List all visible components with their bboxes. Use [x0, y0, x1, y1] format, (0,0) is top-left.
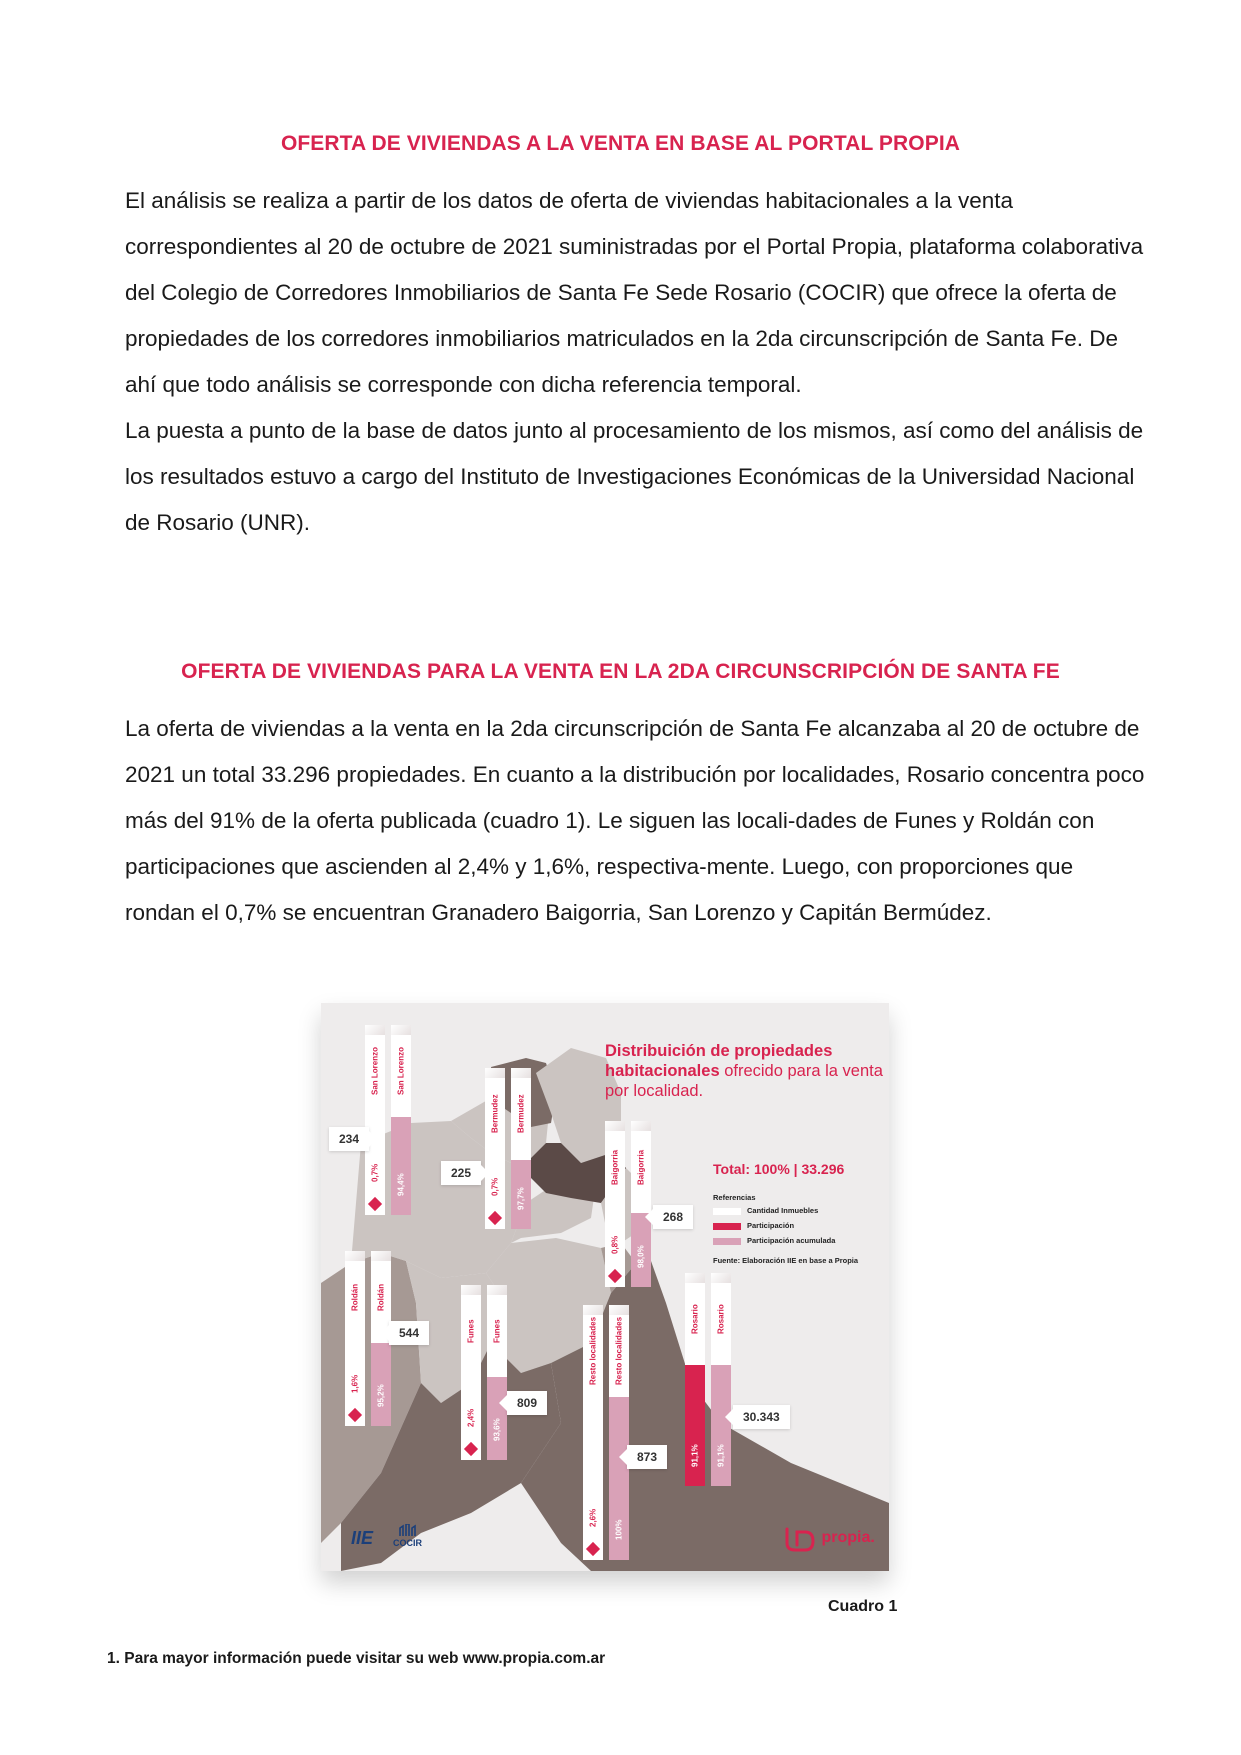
legend-label: Participación: [747, 1221, 795, 1230]
accumulated-label: 97,7%: [516, 1187, 526, 1211]
infographic-figure: [321, 1003, 889, 1571]
figure-caption: Cuadro 1: [828, 1598, 898, 1615]
participation-label: 0,8%: [610, 1235, 620, 1255]
iie-logo: IIE: [351, 1528, 374, 1548]
legend: [713, 1193, 835, 1251]
paragraph: El análisis se realiza a partir de los datos de oferta de viviendas habitacionales a la venta correspondientes al 20 de octubre de 2021 suministradas por el Portal Propia, plataforma colaborativa del Colegio de Corredores Inmobiliarios de Santa Fe Sede Rosario (COCIR) que ofrece la oferta de propiedades de los corredores inmobiliarios matriculados en la 2da circunscripción de Santa Fe. De ahí que todo análisis se corresponde con dicha referencia temporal.: [125, 188, 1144, 397]
accumulated-bar: [511, 1078, 531, 1229]
figure-source: Fuente: Elaboración IIE en base a Propia: [713, 1256, 859, 1265]
participation-label: 91,1%: [690, 1444, 700, 1468]
bar-label: Funes: [466, 1319, 476, 1343]
quantity-label: 809: [507, 1391, 547, 1415]
legend-item: [713, 1236, 835, 1251]
cocir-icon: [398, 1524, 418, 1536]
bar-label: Bermudez: [490, 1094, 500, 1134]
figure-title-bold: Distribuición de propiedades habitacionales: [605, 1042, 833, 1080]
bar-cap: [345, 1251, 365, 1261]
propia-logo: [783, 1523, 875, 1553]
participation-bar: [461, 1295, 481, 1460]
legend-swatch: [713, 1238, 741, 1245]
quantity-label: 234: [329, 1127, 369, 1151]
bar-label: Baigorria: [636, 1149, 646, 1185]
propia-icon: [783, 1523, 817, 1553]
legend-item: [713, 1206, 835, 1221]
legend-item: [713, 1221, 835, 1236]
figure-total: Total: 100% | 33.296: [713, 1161, 845, 1177]
accumulated-label: 91,1%: [716, 1444, 726, 1468]
participation-bar: [345, 1261, 365, 1426]
section-body: [125, 706, 1145, 936]
participation-bar: [365, 1035, 385, 1215]
propia-wordmark: propia.: [821, 1529, 875, 1546]
bar-label: Rosario: [690, 1304, 700, 1334]
bar-cap: [605, 1121, 625, 1131]
accumulated-bar: [711, 1283, 731, 1486]
section-body: [125, 178, 1145, 546]
section-title: OFERTA DE VIVIENDAS A LA VENTA EN BASE AL PORTAL PROPIA: [280, 132, 961, 155]
participation-bar: [605, 1131, 625, 1287]
bar-cap: [487, 1285, 507, 1295]
accumulated-label: 100%: [614, 1519, 624, 1541]
bar-label: Baigorria: [610, 1149, 620, 1185]
legend-label: Cantidad Inmuebles: [747, 1206, 819, 1215]
bar-cap: [511, 1068, 531, 1078]
legend-swatch: [713, 1208, 741, 1215]
participation-bar: [583, 1315, 603, 1560]
accumulated-label: 95,2%: [376, 1384, 386, 1408]
participation-bar: [485, 1078, 505, 1229]
participation-label: 2,6%: [588, 1508, 598, 1528]
paragraph: La puesta a punto de la base de datos junto al procesamiento de los mismos, así como del análisis de los resultados estuvo a cargo del Instituto de Investigaciones Económicas de la Universidad Nacional de Rosario (UNR).: [125, 418, 1144, 535]
cocir-logo: [393, 1524, 422, 1548]
quantity-label: 544: [389, 1321, 429, 1345]
participation-label: 2,4%: [466, 1408, 476, 1428]
bar-cap: [391, 1025, 411, 1035]
accumulated-bar: [391, 1035, 411, 1215]
section-title: OFERTA DE VIVIENDAS PARA LA VENTA EN LA 2DA CIRCUNSCRIPCIÓN DE SANTA FE: [181, 660, 1060, 683]
accumulated-label: 93,6%: [492, 1418, 502, 1442]
bar-label: Bermudez: [516, 1094, 526, 1134]
bar-label: Roldán: [350, 1283, 360, 1311]
figure-title: [605, 1041, 889, 1101]
bar-cap: [371, 1251, 391, 1261]
accumulated-label: 94,4%: [396, 1173, 406, 1197]
accumulated-bar: [609, 1315, 629, 1560]
bar-cap: [631, 1121, 651, 1131]
bar-cap: [485, 1068, 505, 1078]
quantity-label: 225: [441, 1161, 481, 1185]
participation-label: 1,6%: [350, 1374, 360, 1394]
accumulated-bar: [371, 1261, 391, 1426]
accumulated-label: 98,0%: [636, 1245, 646, 1269]
legend-swatch: [713, 1223, 741, 1230]
bar-label: San Lorenzo: [396, 1047, 406, 1096]
quantity-label: 268: [653, 1205, 693, 1229]
legend-label: Participación acumulada: [747, 1236, 836, 1245]
bar-label: Rosario: [716, 1304, 726, 1334]
bar-label: Funes: [492, 1319, 502, 1343]
quantity-label: 873: [627, 1445, 667, 1469]
participation-label: 0,7%: [370, 1163, 380, 1183]
bar-label: San Lorenzo: [370, 1047, 380, 1096]
bar-cap: [711, 1273, 731, 1283]
bar-cap: [583, 1305, 603, 1315]
figure-title-rest: ofrecido para la venta por localidad.: [605, 1062, 883, 1100]
bar-cap: [609, 1305, 629, 1315]
bar-cap: [365, 1025, 385, 1035]
cocir-label: COCIR: [393, 1538, 422, 1548]
accumulated-bar: [487, 1295, 507, 1460]
participation-label: 0,7%: [490, 1177, 500, 1197]
bar-label: Resto localidades: [614, 1316, 624, 1386]
bar-cap: [685, 1273, 705, 1283]
legend-title: Referencias: [713, 1193, 756, 1202]
paragraph: La oferta de viviendas a la venta en la 2da circunscripción de Santa Fe alcanzaba al 20 de octubre de 2021 un total 33.296 propiedades. En cuanto a la distribución por localidades, Rosario concentra poco más del 91% de la oferta publicada (cuadro 1). Le siguen las locali-dades de Funes y Roldán con participaciones que ascienden al 2,4% y 1,6%, respectiva-mente. Luego, con proporciones que rondan el 0,7% se encuentran Granadero Baigorria, San Lorenzo y Capitán Bermúdez.: [125, 716, 1145, 925]
bar-cap: [461, 1285, 481, 1295]
footnote: 1. Para mayor información puede visitar su web www.propia.com.ar: [107, 1650, 606, 1667]
quantity-label: 30.343: [733, 1405, 790, 1429]
bar-label: Roldán: [376, 1283, 386, 1311]
participation-bar: [685, 1283, 705, 1486]
bar-label: Resto localidades: [588, 1316, 598, 1386]
